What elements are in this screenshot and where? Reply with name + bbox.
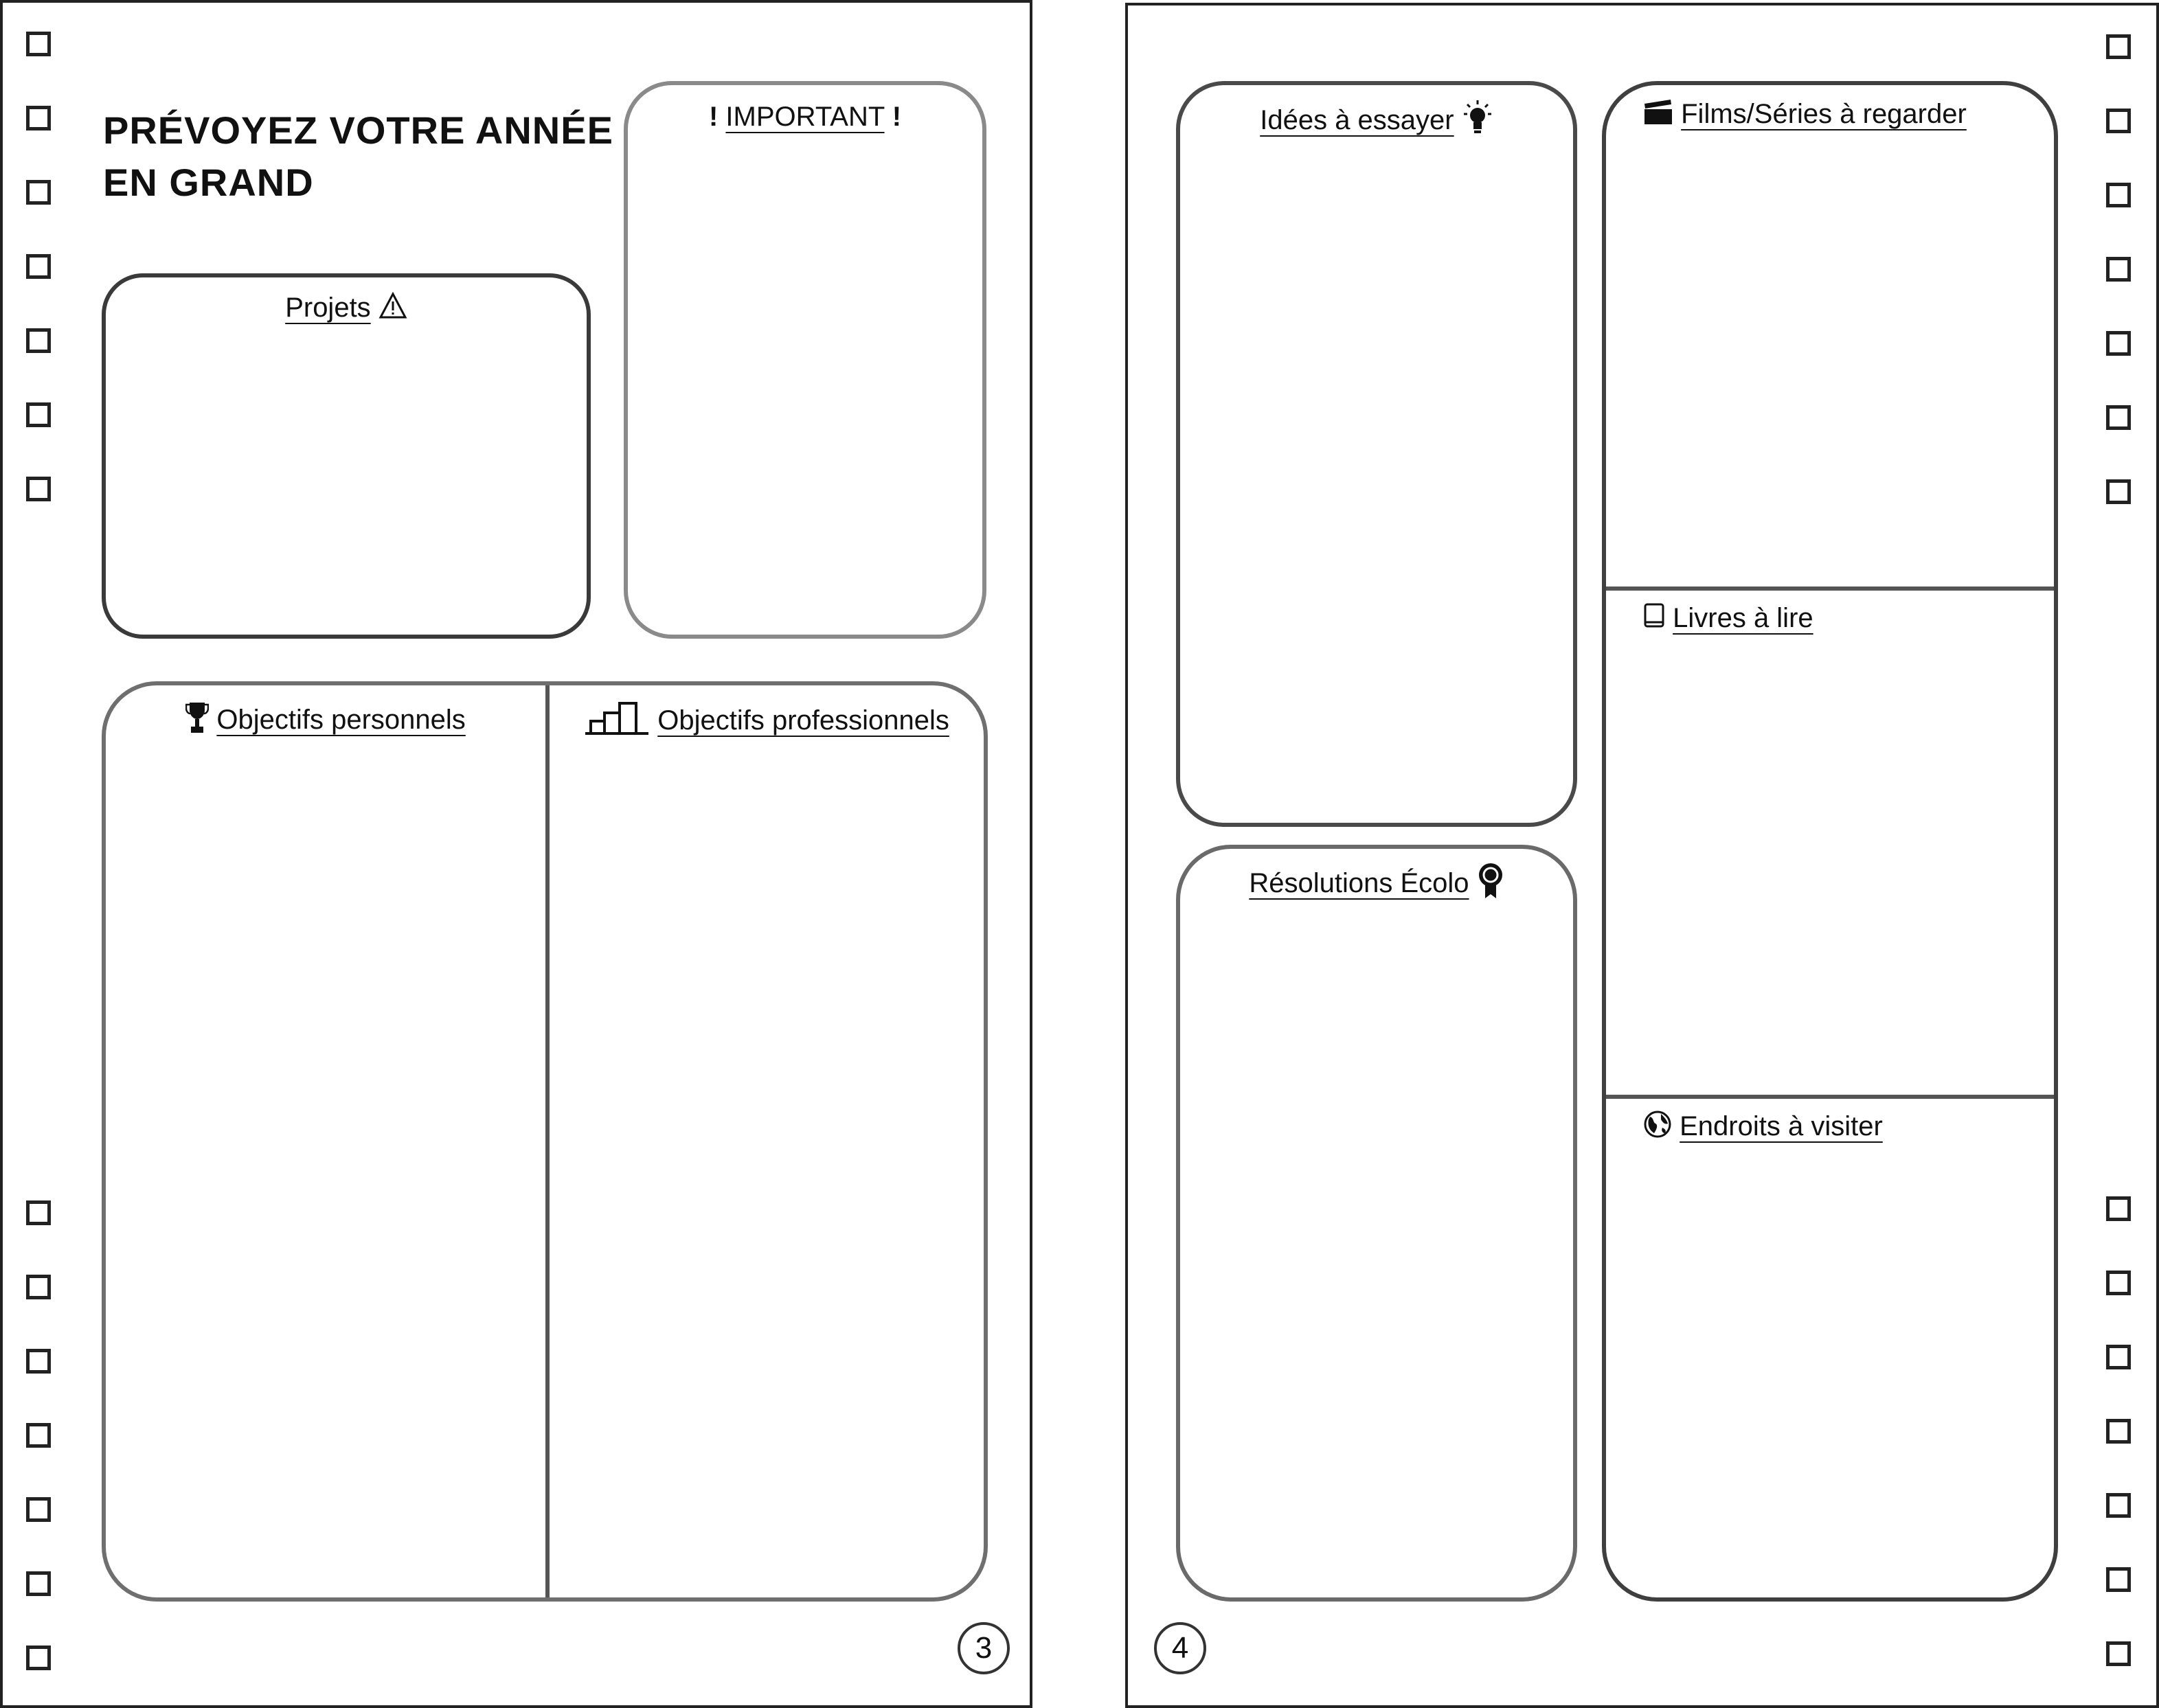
binding-hole [2106,109,2131,133]
binding-hole [2106,1271,2131,1295]
objectifs-personnels-title [106,701,545,742]
films-label: Films/Séries à regarder [1681,99,1967,129]
endroits-label: Endroits à visiter [1680,1111,1883,1142]
binding-hole [26,32,51,56]
objectifs-personnels-section[interactable] [106,701,545,742]
resolutions-title [1180,861,1573,909]
objectifs-box[interactable] [102,681,988,1602]
binding-hole [26,254,51,279]
binding-hole [26,1497,51,1522]
binding-hole [2106,1345,2131,1369]
projets-label: Projets [285,293,371,323]
important-label: IMPORTANT [725,102,885,132]
exclamation-icon: ! [892,102,902,132]
idees-title [1180,98,1573,146]
book-icon [1643,602,1665,637]
endroits-section[interactable] [1643,1110,1883,1146]
livres-title [1643,602,1813,637]
projets-title [106,291,587,327]
page-number-4: 4 [1154,1622,1206,1674]
objectifs-professionnels-title [550,701,984,744]
important-box[interactable] [624,81,986,639]
clapperboard-icon [1643,98,1673,133]
binding-hole [2106,1641,2131,1666]
heading-line-2: EN GRAND [103,161,314,204]
lists-divider-1 [1606,587,2054,591]
lightbulb-icon [1462,98,1493,146]
binding-hole [2106,1419,2131,1444]
films-title [1643,98,1967,133]
binding-hole [26,1349,51,1374]
objectifs-professionnels-label: Objectifs professionnels [657,705,949,736]
binding-hole [2106,183,2131,207]
projets-box[interactable] [102,273,591,639]
objectifs-divider [545,685,550,1597]
page-left [0,0,1032,1708]
livres-label: Livres à lire [1673,603,1813,633]
heading-line-1: PRÉVOYEZ VOTRE ANNÉE [103,109,613,152]
binding-hole [2106,34,2131,59]
binding-hole [2106,1493,2131,1518]
binding-hole [26,180,51,205]
resolutions-box[interactable] [1176,845,1577,1602]
binding-hole [2106,257,2131,282]
objectifs-professionnels-section[interactable] [550,701,984,744]
page-heading [103,104,625,209]
livres-section[interactable] [1643,602,1813,637]
resolutions-label: Résolutions Écolo [1249,868,1469,899]
binding-hole [26,1571,51,1596]
binding-hole [2106,331,2131,356]
binding-hole [2106,405,2131,430]
trophy-icon [185,701,209,742]
endroits-title [1643,1110,1883,1146]
page-number-3: 3 [958,1622,1010,1674]
binding-hole [2106,1196,2131,1221]
idees-box[interactable] [1176,81,1577,827]
steps-chart-icon [584,701,650,744]
globe-icon [1643,1110,1672,1146]
binding-hole [26,1646,51,1670]
page-right [1125,3,2159,1708]
lists-divider-2 [1606,1095,2054,1099]
films-section[interactable] [1643,98,1967,133]
binding-hole [2106,1567,2131,1592]
warning-icon [378,292,407,327]
idees-label: Idées à essayer [1260,105,1454,136]
exclamation-icon: ! [708,102,719,132]
binding-hole [2106,479,2131,504]
award-badge-icon [1477,861,1504,909]
lists-box[interactable] [1602,81,2058,1602]
binding-hole [26,1200,51,1225]
binding-hole [26,1423,51,1448]
binding-hole [26,106,51,130]
binding-hole [26,402,51,427]
binding-hole [26,1275,51,1299]
important-title [628,100,982,133]
binding-hole [26,477,51,501]
binding-hole [26,328,51,353]
objectifs-personnels-label: Objectifs personnels [216,705,466,736]
